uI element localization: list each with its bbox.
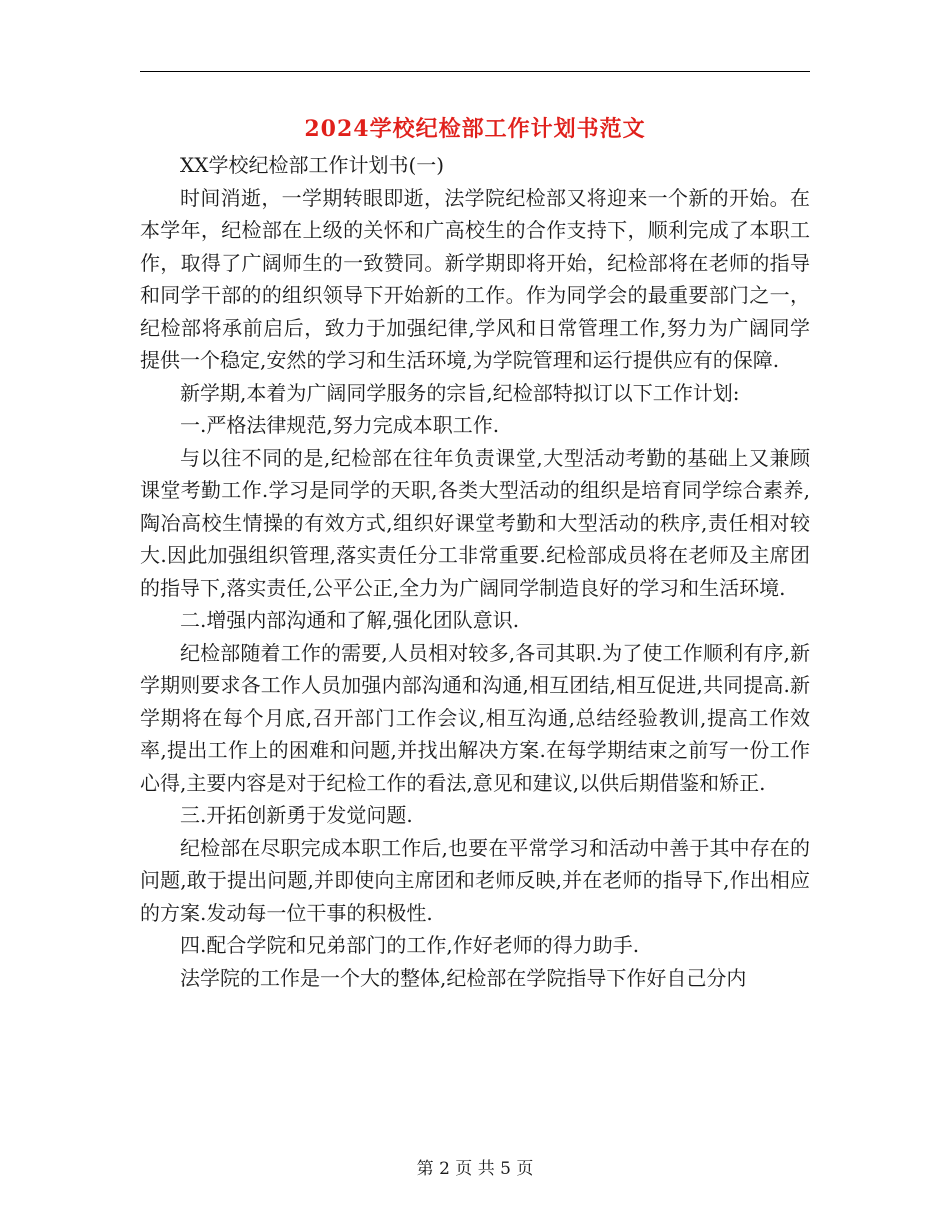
paragraph: 法学院的工作是一个大的整体,纪检部在学院指导下作好自己分内 bbox=[180, 965, 747, 990]
section-heading: 四.配合学院和兄弟部门的工作,作好老师的得力助手. bbox=[180, 933, 640, 957]
document-body bbox=[140, 149, 810, 994]
paragraph: 纪检部随着工作的需要,人员相对较多,各司其职.为了使工作顺利有序,新学期则要求各工作人员加强内部沟通和沟通,相互团结,相互促进,共同提高.新学期将在每个月底,召开部门工作会议,相互沟通,总结经验教训,提高工作效率,提出工作上的困难和问题,并找出解决方案.在每学期结束之前写一份工作心得,主要内容是对于纪检工作的看法,意见和建议,以供后期借鉴和矫正. bbox=[140, 640, 810, 795]
section-heading: 三.开拓创新勇于发觉问题. bbox=[180, 803, 413, 827]
paragraph: 纪检部在尽职完成本职工作后,也要在平常学习和活动中善于其中存在的问题,敢于提出问题,并即使向主席团和老师反映,并在老师的指导下,作出相应的方案.发动每一位干事的积极性. bbox=[140, 835, 810, 925]
paragraph: XX学校纪检部工作计划书(一) bbox=[180, 153, 445, 177]
document-title: 2024学校纪检部工作计划书范文 bbox=[304, 116, 646, 142]
page-footer: 第 2 页 共 5 页 bbox=[416, 1159, 534, 1179]
header-rule bbox=[140, 71, 810, 72]
paragraph: 时间消逝，一学期转眼即逝，法学院纪检部又将迎来一个新的开始。在本学年，纪检部在上级的关怀和广高校生的合作支持下，顺利完成了本职工作，取得了广阔师生的一致赞同。新学期即将开始，纪检部将在老师的指导和同学干部的的组织领导下开始新的工作。作为同学会的最重要部门之一，纪检部将承前启后，致力于加强纪律,学风和日常管理工作,努力为广阔同学提供一个稳定,安然的学习和生活环境,为学院管理和运行提供应有的保障. bbox=[140, 185, 810, 372]
section-heading: 一.严格法律规范,努力完成本职工作. bbox=[180, 413, 500, 437]
paragraph: 与以往不同的是,纪检部在往年负责课堂,大型活动考勤的基础上又兼顾课堂考勤工作.学习是同学的天职,各类大型活动的组织是培育同学综合素养,陶冶高校生情操的有效方式,组织好课堂考勤和大型活动的秩序,责任相对较大.因此加强组织管理,落实责任分工非常重要.纪检部成员将在老师及主席团的指导下,落实责任,公平公正,全力为广阔同学制造良好的学习和生活环境. bbox=[140, 445, 810, 600]
paragraph: 新学期,本着为广阔同学服务的宗旨,纪检部特拟订以下工作计划: bbox=[180, 380, 740, 405]
section-heading: 二.增强内部沟通和了解,强化团队意识. bbox=[180, 608, 520, 632]
